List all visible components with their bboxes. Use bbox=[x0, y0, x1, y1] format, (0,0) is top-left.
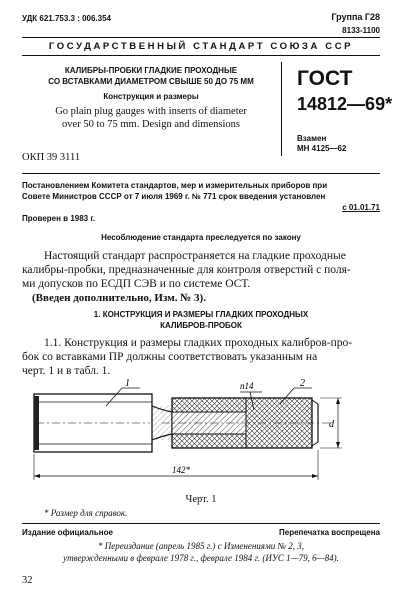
reissue-note-line1: * Переиздание (апрель 1985 г.) с Изменениями № 2, 3, bbox=[98, 541, 304, 551]
dim-length-label: 142* bbox=[172, 465, 190, 475]
intro-line3: ми допусков по ЕСДП СЭВ и по системе ОСТ. bbox=[22, 278, 251, 290]
title-subtitle: Конструкция и размеры bbox=[103, 92, 199, 101]
drawing-footnote: * Размер для справок. bbox=[44, 508, 128, 518]
footer-rule bbox=[22, 523, 380, 524]
section-heading-line1: 1. КОНСТРУКЦИЯ И РАЗМЕРЫ ГЛАДКИХ ПРОХОДНЫХ bbox=[93, 310, 309, 319]
gauge-insert bbox=[162, 398, 332, 448]
udk-code: УДК 621.753.3 : 006.354 bbox=[22, 14, 111, 23]
decree-date: с 01.01.71 bbox=[342, 203, 380, 212]
reissue-note-line2: утвержденными в феврале 1978 г., феврале 1984 г. (ИУС 1—79, 6—84). bbox=[63, 553, 339, 563]
title-ru-line2: СО ВСТАВКАМИ ДИАМЕТРОМ СВЫШЕ 50 ДО 75 ММ bbox=[48, 77, 254, 86]
replaces-value: МН 4125—62 bbox=[297, 144, 347, 153]
title-en-line2: over 50 to 75 mm. Design and dimensions bbox=[62, 119, 240, 130]
intro-note: (Введен дополнительно, Изм. № 3). bbox=[32, 292, 206, 304]
knurl-label: п14 bbox=[240, 381, 254, 391]
dim-d-label: d bbox=[329, 419, 334, 430]
drawing-caption: Черт. 1 bbox=[185, 494, 217, 505]
gost-label: ГОСТ bbox=[297, 67, 353, 90]
title-divider bbox=[281, 62, 282, 156]
callout-1: 1 bbox=[125, 378, 130, 389]
official-edition: Издание официальное bbox=[22, 528, 113, 537]
gost-number: 14812—69* bbox=[297, 94, 393, 114]
decree-rule bbox=[22, 173, 380, 174]
standard-org-title: ГОСУДАРСТВЕННЫЙ СТАНДАРТ СОЮЗА ССР bbox=[48, 41, 354, 52]
okp-code: ОКП 39 3111 bbox=[22, 152, 81, 163]
page-number: 32 bbox=[22, 575, 33, 586]
title-en-line1: Go plain plug gauges with inserts of diameter bbox=[55, 106, 247, 117]
replaces-label: Взамен bbox=[297, 134, 327, 143]
decree-line2: Совете Министров СССР от 7 июля 1969 г. № 771 срок введения установлен bbox=[22, 192, 326, 201]
intro-line2: калибры-пробки, предназначенные для контроля отверстий с поля- bbox=[22, 264, 351, 276]
title-ru-line1: КАЛИБРЫ-ПРОБКИ ГЛАДКИЕ ПРОХОДНЫЕ bbox=[64, 66, 238, 75]
intro-line1: Настоящий стандарт распространяется на гладкие проходные bbox=[44, 250, 346, 262]
reprint-forbidden: Перепечатка воспрещена bbox=[279, 528, 380, 537]
okp-code-top: 8133-1100 bbox=[342, 26, 380, 35]
checked-year: Проверен в 1983 г. bbox=[22, 214, 96, 223]
para-1-1-line1: 1.1. Конструкция и размеры гладких проходных калибров-про- bbox=[44, 337, 353, 349]
gauge-handle bbox=[34, 394, 152, 452]
group-label: Группа Г28 bbox=[331, 12, 380, 22]
decree-line1: Постановлением Комитета стандартов, мер и измерительных приборов при bbox=[22, 181, 328, 190]
law-notice: Несоблюдение стандарта преследуется по закону bbox=[101, 233, 301, 242]
para-1-1-line3: черт. 1 и в табл. 1. bbox=[22, 365, 111, 377]
gauge-drawing bbox=[22, 376, 380, 492]
callout-2: 2 bbox=[300, 378, 305, 389]
header-rule-bottom bbox=[22, 55, 380, 56]
header-rule-top bbox=[22, 37, 380, 38]
para-1-1-line2: бок со вставками ПР должны соответствовать указанным на bbox=[22, 351, 318, 363]
section-heading-line2: КАЛИБРОВ-ПРОБОК bbox=[160, 321, 242, 330]
